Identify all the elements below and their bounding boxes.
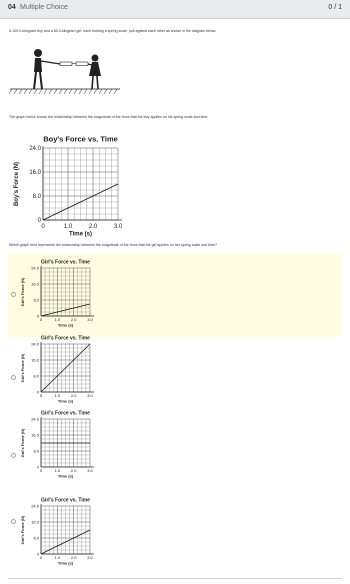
x-tick-label: 2.0 <box>88 223 98 230</box>
x-axis-label: Time (s) <box>57 398 74 404</box>
question-header <box>0 0 350 19</box>
x-tick-label: 3.0 <box>87 393 93 399</box>
y-tick-label: 0 <box>36 464 39 470</box>
x-tick-label: 1.0 <box>54 555 61 561</box>
chart-title: Boy's Force vs. Time <box>43 134 118 144</box>
option-b-radio[interactable] <box>11 375 16 380</box>
question-intro: A 100.0-kilogram boy and a 50.0-kilogram girl, each holding a spring scale, pull against each other as shown in the diagram below. <box>9 29 217 33</box>
chart-title: Girl's Force vs. Time <box>41 335 90 342</box>
y-tick-label: 24.0 <box>31 503 39 509</box>
y-axis-label: Girl's Force (N) <box>20 428 26 458</box>
y-tick-label: 8.0 <box>33 448 39 454</box>
y-axis-label: Boy's Force (N) <box>13 161 20 207</box>
x-tick-label: 2.0 <box>70 468 77 474</box>
y-axis-label: Girl's Force (N) <box>20 277 26 307</box>
x-tick-label: 3.0 <box>113 223 123 230</box>
x-tick-label: 1.0 <box>54 393 61 399</box>
y-tick-label: 8.0 <box>32 194 41 201</box>
option-c-radio[interactable] <box>11 453 16 458</box>
y-tick-label: 16.0 <box>31 432 39 438</box>
question-number: 04 <box>8 4 16 11</box>
y-tick-label: 0 <box>37 218 41 225</box>
y-axis-label: Girl's Force (N) <box>20 353 26 383</box>
x-tick-label: 2.0 <box>70 393 77 399</box>
x-tick-label: 3.0 <box>87 555 93 561</box>
chart-title: Girl's Force vs. Time <box>41 497 90 504</box>
y-tick-label: 24.0 <box>31 416 39 422</box>
x-tick-label: 0 <box>39 317 43 323</box>
y-tick-label: 8.0 <box>33 297 39 303</box>
x-axis-label: Time (s) <box>69 231 92 238</box>
x-tick-label: 2.0 <box>70 317 77 323</box>
y-tick-label: 16.0 <box>29 170 41 177</box>
x-tick-label: 1.0 <box>63 223 73 230</box>
option-d-radio[interactable] <box>11 519 16 524</box>
bottom-divider <box>8 578 342 579</box>
x-tick-label: 0 <box>39 555 43 561</box>
y-tick-label: 16.0 <box>31 357 39 363</box>
x-tick-label: 0 <box>39 393 43 399</box>
y-tick-label: 24.0 <box>31 341 39 347</box>
option-d-chart[interactable] <box>18 492 108 568</box>
option-a-chart[interactable] <box>18 254 108 330</box>
y-tick-label: 0 <box>36 313 39 319</box>
x-tick-label: 2.0 <box>70 555 77 561</box>
boy-girl-diagram <box>8 40 123 102</box>
x-tick-label: 3.0 <box>87 468 93 474</box>
y-tick-label: 8.0 <box>33 373 39 379</box>
x-tick-label: 3.0 <box>87 317 93 323</box>
y-tick-label: 16.0 <box>31 281 39 287</box>
chart-title: Girl's Force vs. Time <box>41 410 90 417</box>
boy-force-chart <box>10 126 140 240</box>
option-a-radio[interactable] <box>11 292 16 297</box>
y-tick-label: 0 <box>36 551 39 557</box>
y-tick-label: 16.0 <box>31 519 39 525</box>
option-c-chart[interactable] <box>18 405 108 481</box>
graph-description: The graph below shows the relationship between the magnitude of the force that the boy applies on his spring scale and time. <box>9 115 209 119</box>
x-tick-label: 0 <box>41 223 45 230</box>
question-prompt: Which graph best represents the relationship between the magnitude of the force that the girl applies on her spring scale and time? <box>9 243 217 247</box>
x-tick-label: 0 <box>39 468 43 474</box>
x-tick-label: 1.0 <box>54 317 61 323</box>
y-tick-label: 8.0 <box>33 535 39 541</box>
chart-title: Girl's Force vs. Time <box>41 259 90 266</box>
x-axis-label: Time (s) <box>57 473 74 479</box>
x-tick-label: 1.0 <box>54 468 61 474</box>
question-type: Multiple Choice <box>20 4 68 11</box>
y-tick-label: 24.0 <box>31 265 39 271</box>
y-axis-label: Girl's Force (N) <box>20 515 26 545</box>
x-axis-label: Time (s) <box>57 322 74 328</box>
y-tick-label: 24.0 <box>29 146 41 153</box>
score-label: 0 / 1 <box>328 4 342 11</box>
y-tick-label: 0 <box>36 389 39 395</box>
x-axis-label: Time (s) <box>57 560 74 566</box>
option-b-chart[interactable] <box>18 330 108 406</box>
